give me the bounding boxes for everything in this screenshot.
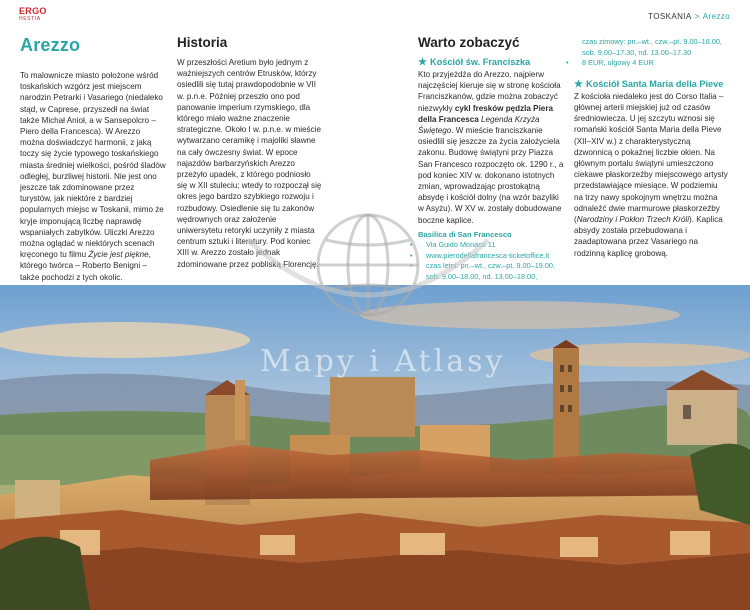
chevron-right-icon: >: [694, 12, 700, 21]
website-link[interactable]: www.pierodellafrancesca-ticketoffice.it: [426, 250, 550, 260]
intro-text-a: To malownicze miasto położone wśród toskańskich wzgórz jest miejscem narodzin Petrarki i Vasariego (niedaleko stąd, w Caprese, przyszedł na świat także Michał Anioł, a w Sansepolcro – Piero della Francesca). W Arezzo można doświadczyć harmonii, z jaką toczy się życie typowego toskańskiego miasta średniej wielkości, pośród śladów odległej, burzliwej historii. Nie jest ono jeszcze tak zdominowane przez turystów, jak niektóre z bardziej popularnych miejsc w Toskanii, mimo że kryje imponującą liczbę naprawdę wspaniałych zabytków. Uliczki Arezzo można oglądać w niektórych scenach kręconego tu filmu: [20, 71, 166, 260]
intro-paragraph: [20, 70, 166, 283]
info-hours-summer: [410, 261, 566, 282]
history-column: [177, 34, 323, 270]
bullet-icon: •: [410, 261, 413, 271]
intro-text-b: , którego twórca – Roberto Benigni – także pochodzi z tych okolic.: [20, 250, 151, 282]
logo-line1: ERGO: [19, 6, 47, 16]
history-paragraph: W przeszłości Aretium było jednym z ważniejszych centrów Etrusków, którzy osiedlili się tutaj prawdopodobnie w VII w. p.n.e. Później przeszło ono pod panowanie imperium rzymskiego, dla którego miało ważne znaczenie strategiczne. Około I w. p.n.e. w mieście wytwarzano ceramikę i majoliki sławne na cały ówczesny świat. W epoce najazdów barbarzyńskich Arezzo przeżyło upadek, z którego podniosło się w XII stuleciu; wtedy to rozpoczął się okres jego bardzo szybkiego rozwoju i rozbudowy. Osiedlenie się tu zakonów wędrownych oraz założenie uniwersytetu retoryki uczyniły z miasta centrum sztuki i literatury. Pod koniec XIII w. Arezzo zostało jednak zdominowane przez pobliską Florencję.: [177, 58, 322, 269]
address-text: Via Guido Monaco 11: [426, 240, 496, 250]
sight1-heading: [418, 56, 566, 69]
star-icon: ★: [418, 57, 427, 68]
bullet-icon: •: [410, 240, 413, 250]
sight2-title: Kościół Santa Maria della Pieve: [585, 78, 724, 89]
sight1-paragraph: [418, 69, 566, 226]
info-price: [566, 58, 728, 69]
sight2-heading: [574, 78, 728, 91]
breadcrumb-region: TOSKANIA: [648, 12, 692, 21]
history-heading: Historia: [177, 35, 228, 50]
winter-hours-text: czas zimowy: pn.–wt., czw.–pt. 9.00–18.00, sob. 9.00–17.30, nd. 13.00–17.30: [582, 37, 722, 57]
hours-winter: [566, 37, 728, 69]
sight1-info-head: Basilica di San Francesco: [418, 229, 512, 239]
film-title: Życie jest piękne: [88, 250, 149, 260]
sight1-info-list: [410, 240, 566, 282]
sight1-text-b: . W mieście franciszkanie osiedlili się jeszcze za życia założyciela zakonu. Budowę świątyni przy Piazza San Francesco rozpoczęto ok. 1290 r., a pod koniec XIV w. dokonano istotnych zmian, wprowadzając prostokątną absydę i kościół dolny (na wzór bazyliki w Asyżu). W XV w. zostały dobudowane boczne kaplice.: [418, 126, 564, 225]
summer-hours-text: czas letni: pn.–wt., czw.–pt. 9.00–19.00, sob. 9.00–18.00, nd. 13.00–18.00,: [426, 261, 555, 281]
sight2-italic: Narodziny i Pokłon Trzech Króli: [576, 215, 690, 225]
watermark-text: Mapy i Atlasy: [260, 344, 506, 379]
panorama-illustration: [0, 285, 750, 610]
sight2-text-a: Z kościoła niedaleko jest do Corso Italia – głównej arterii miejskiej już od czasów średniowiecza. U jej szczytu wznosi się romański kościół Santa Maria della Pieve (XII–XIV w.) z charakterystyczną dzwonnicą o pokaźnej liczbie okien. Na głównym portalu świątyni umieszczono ciekawe płaskorzeźby miejscowego artysty przedstawiające miesiące. W podziemiu na trzy nawy spokojnym wnętrzu można odnaleźć dwie marmurowe płaskorzeźby (: [574, 91, 728, 225]
breadcrumb: [648, 12, 730, 21]
info-address: [410, 240, 566, 251]
city-title: Arezzo: [20, 35, 81, 55]
info-website[interactable]: [410, 250, 566, 262]
logo-line2: HESTIA: [19, 16, 41, 22]
sights-column: [410, 34, 566, 282]
city-panorama-photo: [0, 285, 750, 610]
bullet-icon: •: [410, 250, 413, 260]
sight2-text-b: ). Kaplica absydy została przebudowana i zaadaptowana przez Vasariego na rodzinną kaplicę grobową.: [574, 215, 723, 258]
sight1-italic: Legenda Krzyża Świętego: [418, 114, 540, 136]
publisher-logo: [19, 7, 47, 22]
sight1-text-a: Kto przyjeżdża do Arezzo, najpierw najczęściej kieruje się w stronę kościoła Franciszkanów, gdzie można zobaczyć niezwykły: [418, 70, 561, 113]
intro-column: [20, 34, 166, 283]
sight1-bold: cykl fresków pędzla Piera della Francesca: [418, 103, 553, 124]
sights-heading: Warto zobaczyć: [418, 35, 520, 50]
sights-column-2: [566, 37, 728, 259]
breadcrumb-city: Arezzo: [702, 12, 730, 21]
sight1-title: Kościół św. Franciszka: [429, 57, 531, 67]
star-icon: ★: [574, 78, 583, 90]
price-text: 8 EUR, ulgowy 4 EUR: [582, 58, 654, 68]
bullet-icon: •: [566, 58, 569, 68]
sight2-paragraph: [574, 91, 728, 259]
